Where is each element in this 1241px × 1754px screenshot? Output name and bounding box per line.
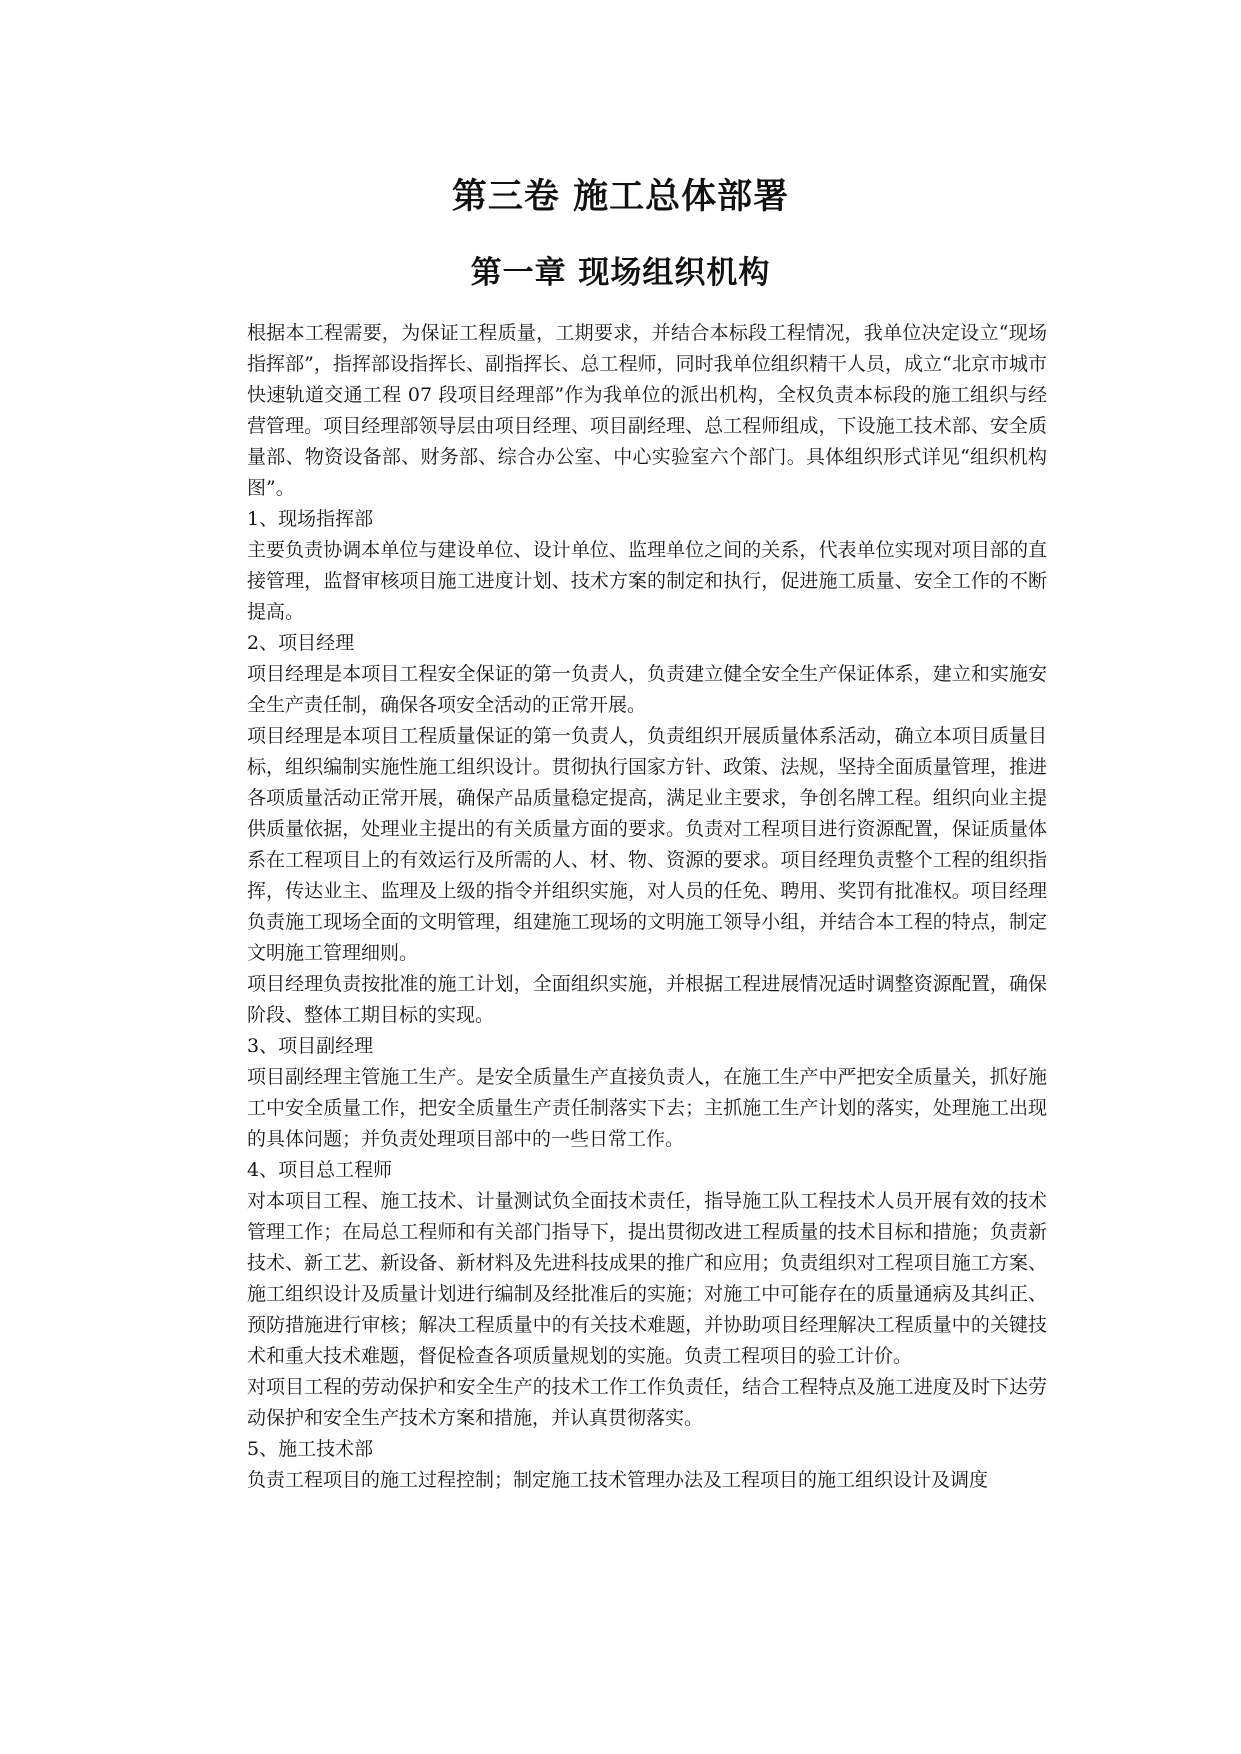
chapter-title: 第一章 现场组织机构 — [470, 255, 771, 291]
paragraph: 对本项目工程、施工技术、计量测试负全面技术责任，指导施工队工程技术人员开展有效的技术管理工作；在局总工程师和有关部门指导下，提出贯彻改进工程质量的技术目标和措施；负责新技术、新工艺、新设备、新材料及先进科技成果的推广和应用；负责组织对工程项目施工方案、施工组织设计及质量计划进行编制及经批准后的实施；对施工中可能存在的质量通病及其纠正、预防措施进行审核；解决工程质量中的有关技术难题，并协助项目经理解决工程质量中的关键技术和重大技术难题，督促检查各项质量规划的实施。负责工程项目的验工计价。 — [247, 1190, 1047, 1367]
section-heading-5: 5、施工技术部 — [247, 1438, 374, 1460]
paragraph: 项目经理负责按批准的施工计划，全面组织实施，并根据工程进展情况适时调整资源配置，确保阶段、整体工期目标的实现。 — [247, 973, 1047, 1026]
paragraph-intro: 根据本工程需要，为保证工程质量，工期要求，并结合本标段工程情况，我单位决定设立“现场指挥部”，指挥部设指挥长、副指挥长、总工程师，同时我单位组织精干人员，成立“北京市城市快速轨道交通工程 07 段项目经理部”作为我单位的派出机构，全权负责本标段的施工组织与经营管理。项目经理部领导层由项目经理、项目副经理、总工程师组成，下设施工技术部、安全质量部、物资设备部、财务部、综合办公室、中心实验室六个部门。具体组织形式详见“组织机构图”。 — [247, 322, 1047, 499]
paragraph: 项目经理是本项目工程质量保证的第一负责人，负责组织开展质量体系活动，确立本项目质量目标，组织编制实施性施工组织设计。贯彻执行国家方针、政策、法规，坚持全面质量管理，推进各项质量活动正常开展，确保产品质量稳定提高，满足业主要求，争创名牌工程。组织向业主提供质量依据，处理业主提出的有关质量方面的要求。负责对工程项目进行资源配置，保证质量体系在工程项目上的有效运行及所需的人、材、物、资源的要求。项目经理负责整个工程的组织指挥，传达业主、监理及上级的指令并组织实施，对人员的任免、聘用、奖罚有批准权。项目经理负责施工现场全面的文明管理，组建施工现场的文明施工领导小组，并结合本工程的特点，制定文明施工管理细则。 — [247, 725, 1047, 964]
paragraph: 对项目工程的劳动保护和安全生产的技术工作工作负责任，结合工程特点及施工进度及时下达劳动保护和安全生产技术方案和措施，并认真贯彻落实。 — [247, 1376, 1047, 1429]
volume-title: 第三卷 施工总体部署 — [451, 177, 790, 217]
paragraph: 项目副经理主管施工生产。是安全质量生产直接负责人，在施工生产中严把安全质量关，抓好施工中安全质量工作，把安全质量生产责任制落实下去；主抓施工生产计划的落实，处理施工出现的具体问题；并负责处理项目部中的一些日常工作。 — [247, 1066, 1047, 1150]
section-heading-1: 1、现场指挥部 — [247, 508, 374, 530]
document-body — [247, 318, 1047, 1496]
section-heading-4: 4、项目总工程师 — [247, 1159, 393, 1181]
paragraph: 项目经理是本项目工程安全保证的第一负责人，负责建立健全安全生产保证体系，建立和实施安全生产责任制，确保各项安全活动的正常开展。 — [247, 663, 1047, 716]
section-heading-2: 2、项目经理 — [247, 632, 355, 654]
paragraph: 负责工程项目的施工过程控制；制定施工技术管理办法及工程项目的施工组织设计及调度 — [247, 1469, 989, 1491]
section-heading-3: 3、项目副经理 — [247, 1035, 374, 1057]
paragraph: 主要负责协调本单位与建设单位、设计单位、监理单位之间的关系，代表单位实现对项目部的直接管理，监督审核项目施工进度计划、技术方案的制定和执行，促进施工质量、安全工作的不断提高。 — [247, 539, 1047, 623]
